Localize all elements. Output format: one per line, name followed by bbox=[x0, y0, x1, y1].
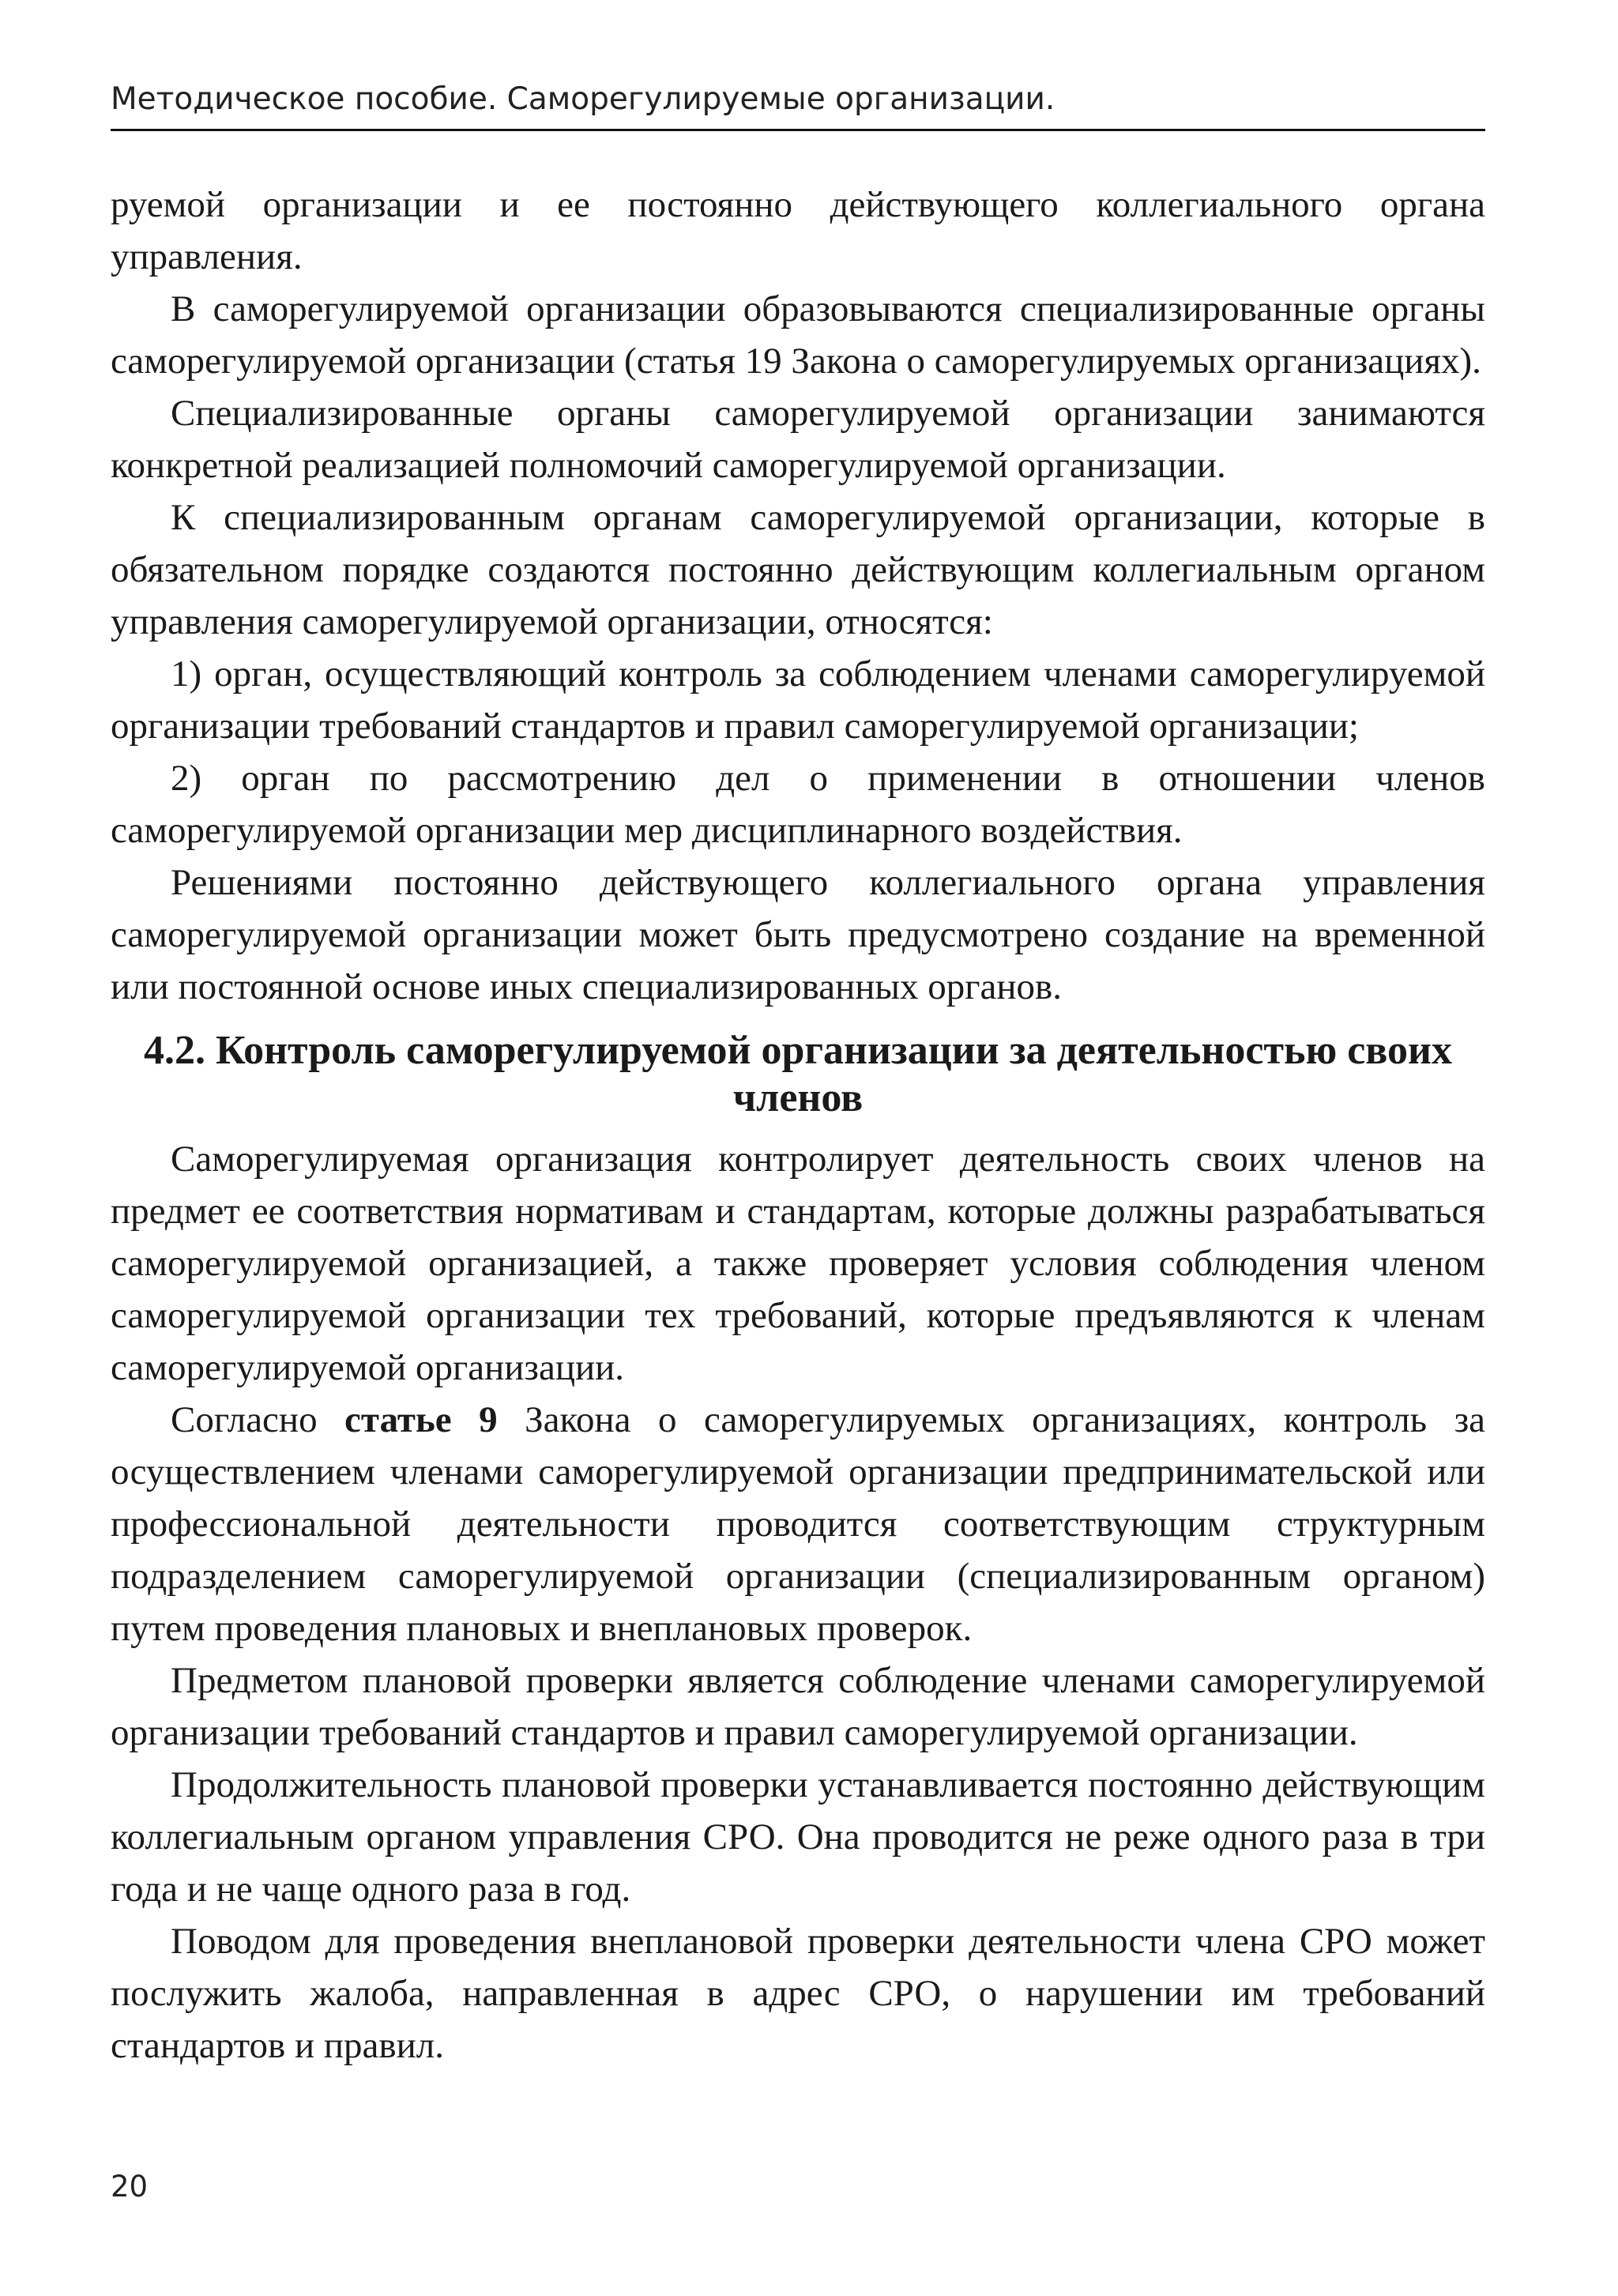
running-header: Методическое пособие. Саморегулируемые организации. bbox=[111, 81, 1055, 117]
header-rule bbox=[111, 129, 1485, 131]
page-body bbox=[111, 179, 1485, 2072]
list-item-disciplinary-organ: 2) орган по рассмотрению дел о применении в отношении членов саморегулируемой организации мер дисциплинарного воздействия. bbox=[111, 758, 1485, 851]
document-page bbox=[111, 0, 1485, 2296]
paragraph-control-scope: Саморегулируемая организация контролирует деятельность своих членов на предмет ее соответствия нормативам и стандартам, которые должны разрабатываться саморегулируемой организацией, а также проверяет условия соблюдения членом саморегулируемой организации тех требований, которые предъявляются к членам саморегулируемой организации. bbox=[111, 1139, 1485, 1388]
paragraph-mandatory-organs: К специализированным органам саморегулируемой организации, которые в обязательном порядке создаются постоянно действующим коллегиальным органом управления саморегулируемой организации, относятся: bbox=[111, 497, 1485, 642]
paragraph-specialized-organs: В саморегулируемой организации образовываются специализированные органы саморегулируемой организации (статья 19 Закона о саморегулируемых организациях). bbox=[111, 288, 1485, 382]
paragraph-other-organs: Решениями постоянно действующего коллегиального органа управления саморегулируемой организации может быть предусмотрено создание на временной или постоянной основе иных специализированных органов. bbox=[111, 862, 1485, 1007]
paragraph-continuation: руемой организации и ее постоянно действующего коллегиального органа управления. bbox=[111, 184, 1485, 277]
article-9-reference: статье 9 bbox=[344, 1399, 498, 1440]
paragraph-unplanned-inspection: Поводом для проведения внеплановой проверки деятельности члена СРО может послужить жалоба, направленная в адрес СРО, о нарушении им требований стандартов и правил. bbox=[111, 1921, 1485, 2066]
paragraph-organs-role: Специализированные органы саморегулируемой организации занимаются конкретной реализацией полномочий саморегулируемой организации. bbox=[111, 393, 1485, 486]
article-9-body-text: Закона о саморегулируемых организациях, контроль за осуществлением членами саморегулируемой организации предпринимательской или профессиональной деятельности проводится соответствующим структурным подразделением саморегулируемой организации (специализированным органом) путем проведения плановых и внеплановых проверок. bbox=[111, 1399, 1485, 1649]
list-item-control-organ: 1) орган, осуществляющий контроль за соблюдением членами саморегулируемой организации требований стандартов и правил саморегулируемой организации; bbox=[111, 653, 1485, 747]
page-number: 20 bbox=[111, 2170, 149, 2204]
section-heading: 4.2. Контроль саморегулируемой организации за деятельностью своих членов bbox=[143, 1028, 1452, 1120]
article-9-lead-text: Согласно bbox=[171, 1399, 345, 1440]
paragraph-article-9 bbox=[111, 1394, 1485, 1654]
paragraph-planned-inspection-subject: Предметом плановой проверки является соблюдение членами саморегулируемой организации требований стандартов и правил саморегулируемой организации. bbox=[111, 1660, 1485, 1753]
paragraph-planned-inspection-duration: Продолжительность плановой проверки устанавливается постоянно действующим коллегиальным органом управления СРО. Она проводится не реже одного раза в три года и не чаще одного раза в год. bbox=[111, 1764, 1485, 1910]
